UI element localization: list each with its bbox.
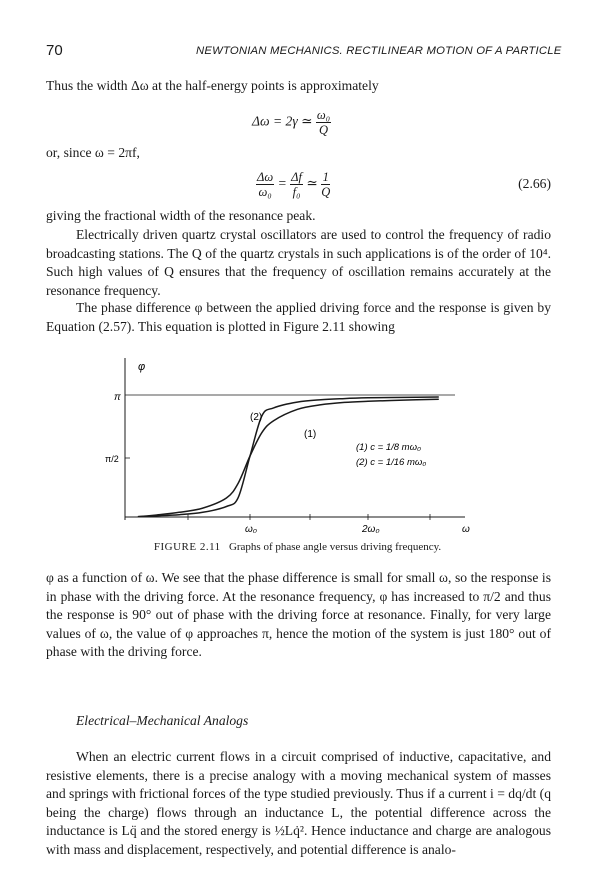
- legend-entry-2: (2) c = 1/16 mω₀: [356, 457, 427, 468]
- figure-caption: [0, 541, 595, 553]
- paragraph-phase: The phase difference φ between the applied driving force and the response is given by Equation (2.57). This equation is plotted in Figure 2.11 showing: [46, 300, 551, 334]
- curve-label-1: (1): [304, 429, 317, 440]
- fraction-df: [290, 170, 303, 199]
- fraction-one-over-q: [321, 170, 330, 199]
- y-tick-label-pi: π: [114, 392, 121, 403]
- fraction-denominator: f₀: [292, 185, 301, 199]
- fraction-numerator: Δω: [257, 170, 274, 184]
- figure-caption-text: Graphs of phase angle versus driving frequency.: [228, 541, 442, 553]
- fraction-denominator: Q: [318, 123, 328, 137]
- legend-entry-1: (1) c = 1/8 mω₀: [356, 442, 421, 453]
- equation-width-fraction: [316, 108, 331, 137]
- giving-text: giving the fractional width of the resonance peak.: [46, 208, 316, 223]
- fraction-denominator: ω₀: [258, 185, 272, 199]
- y-tick-label-half-pi: π/2: [105, 454, 119, 464]
- since-text: or, since ω = 2πf,: [46, 145, 140, 160]
- paragraph-phase-behaviour: φ as a function of ω. We see that the phase difference is small for small ω, so the response is in phase with the driving force. At the resonance frequency, φ has increased to π/2 and thus the response is 90° out of phase with the driving force at resonance. Finally, for very large values of ω, the value of φ approaches π, hence the motion of the system is just 180° out of phase with the driving force.: [46, 570, 551, 659]
- running-title: NEWTONIAN MECHANICS. RECTILINEAR MOTION OF A PARTICLE: [196, 45, 562, 57]
- paragraph-quartz: Electrically driven quartz crystal oscillators are used to control the frequency of radio broadcasting stations. The Q of the quartz crystals in such applications is of the order of 10⁴. Such high values of Q ensures that the frequency of oscillation remains accurately at the resonance frequency.: [46, 227, 551, 298]
- intro-text: Thus the width Δω at the half-energy points is approximately: [46, 78, 379, 93]
- equation-width: [252, 108, 331, 137]
- equals-sign: =: [277, 175, 287, 191]
- fraction-denominator: Q: [321, 185, 331, 199]
- y-axis-label: φ: [138, 361, 146, 373]
- equation-number: (2.66): [518, 176, 551, 191]
- fraction-numerator: Δf: [291, 170, 302, 184]
- approx-sign: ≃: [306, 175, 318, 191]
- x-tick-label-w0: ω₀: [245, 524, 258, 535]
- equation-fractional-width: [256, 170, 330, 199]
- fraction-domega: [256, 170, 274, 199]
- equation-width-lhs: Δω = 2γ ≃: [252, 113, 313, 129]
- fraction-numerator: ω₀: [316, 108, 331, 122]
- figure-phase-angle-chart: [100, 350, 500, 540]
- section-title: Electrical–Mechanical Analogs: [76, 713, 249, 728]
- x-tick-label-2w0: 2ω₀: [362, 524, 380, 535]
- page-number: 70: [46, 42, 63, 59]
- fraction-numerator: 1: [322, 170, 329, 184]
- figure-caption-label: FIGURE 2.11: [153, 541, 221, 553]
- x-axis-label: ω: [462, 524, 470, 535]
- paragraph-electrical-analog: When an electric current flows in a circuit comprised of inductive, capacitative, and resistive elements, there is a precise analogy with a moving mechanical system of masses and springs with frictional forces of the type studied previously. Thus if a current i = dq/dt (q being the charge) flows through an inductance L, the potential difference across the inductance is Lq̈ and the stored energy is ½Lq̇². Hence inductance and charge are analogous with mass and displacement, respectively, and potential difference is analo-: [46, 749, 551, 857]
- curve-label-2: (2): [250, 412, 263, 423]
